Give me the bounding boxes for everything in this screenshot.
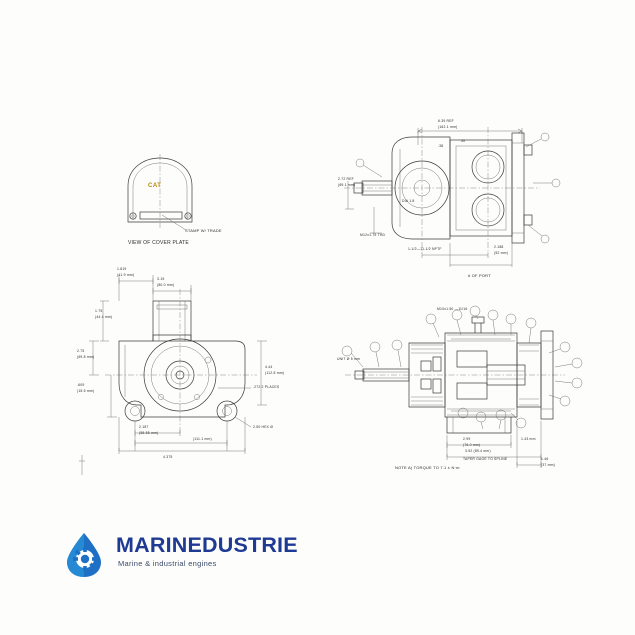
brand-name: MARINEDUSTRIE [116,533,298,557]
front-dim-6: (44.4 mm) [95,315,113,319]
front-dim-11: .609 [77,383,85,387]
view-section [335,305,600,480]
dim-top-2: (162.1 mm) [438,125,458,129]
front-dim-17: 4.375 [163,455,173,459]
section-dim-7: 1.46 [541,457,549,461]
front-dim-16: (55.55 mm) [139,431,159,435]
front-dim-2: (41.9 mm) [117,273,135,277]
dim-top-9: 1-1/2—11-1/2 NPTF [408,247,442,251]
front-dim-3: 3.15 [157,277,165,281]
port-note: # OF PORT [468,273,491,278]
dim-top-4: .30 [460,139,466,143]
stamp-note: STAMP W/ TRADE [185,228,222,233]
front-dim-14: 2.50 HEX Ø [253,425,274,429]
view-cover-plate [100,150,250,260]
brand-tagline: Marine & industrial engines [118,559,217,568]
view-front [75,265,305,465]
dim-top-6: (69.1 mm) [338,183,356,187]
section-dim-5: 3.52 (89.4 mm) [465,449,491,453]
dim-top-7: DIA 1.8 [402,199,415,203]
front-dim-13: .272 2 PLACES [253,385,280,389]
front-dim-10: (112.8 mm) [265,371,285,375]
section-note-torque: NOTE A) TORQUE TO 7.1 ± N·m [395,465,460,470]
dim-top-8: M12x1.75 THD [360,233,386,237]
water-drop-gear-icon [60,531,108,579]
front-dim-1: 1.819 [117,267,127,271]
dim-top-3: .38 [438,144,444,148]
front-dim-4: (80.0 mm) [157,283,175,287]
cover-plate-title: VIEW OF COVER PLATE [128,240,189,246]
section-dim-2: M10x1.50 —11/16 [437,307,468,311]
section-drawing [335,305,600,480]
front-dim-8: (69.8 mm) [77,355,95,359]
sheet-tick-mark [78,455,90,477]
section-dim-6: 1.43 mm [521,437,536,441]
section-note-taper: TAPER GAGE TO SPLINE [463,457,508,461]
front-dim-12: (15.5 mm) [77,389,95,393]
section-dim-3: 2.99 [463,437,471,441]
section-dim-8: (37 mm) [541,463,556,467]
cat-logo-text: CAT [148,183,162,189]
dim-top-5: 2.72 REF [338,177,354,181]
front-dim-9: 4.44 [265,365,273,369]
front-tap-note: (111.1 mm) [193,437,212,441]
section-dim-1: UNIT Ø 5 mm [337,357,361,361]
dim-top-11: (52 mm) [494,251,509,255]
section-dim-4: (76.0 mm) [463,443,481,447]
front-dim-15: 2.187 [139,425,149,429]
dim-top-10: 2.188 [494,245,504,249]
brand-logo [60,527,360,587]
front-dim-7: 2.75 [77,349,85,353]
view-top-right-assembly [330,115,590,278]
dim-top-1: 6.39 REF [438,119,454,123]
front-dim-5: 1.75 [95,309,103,313]
